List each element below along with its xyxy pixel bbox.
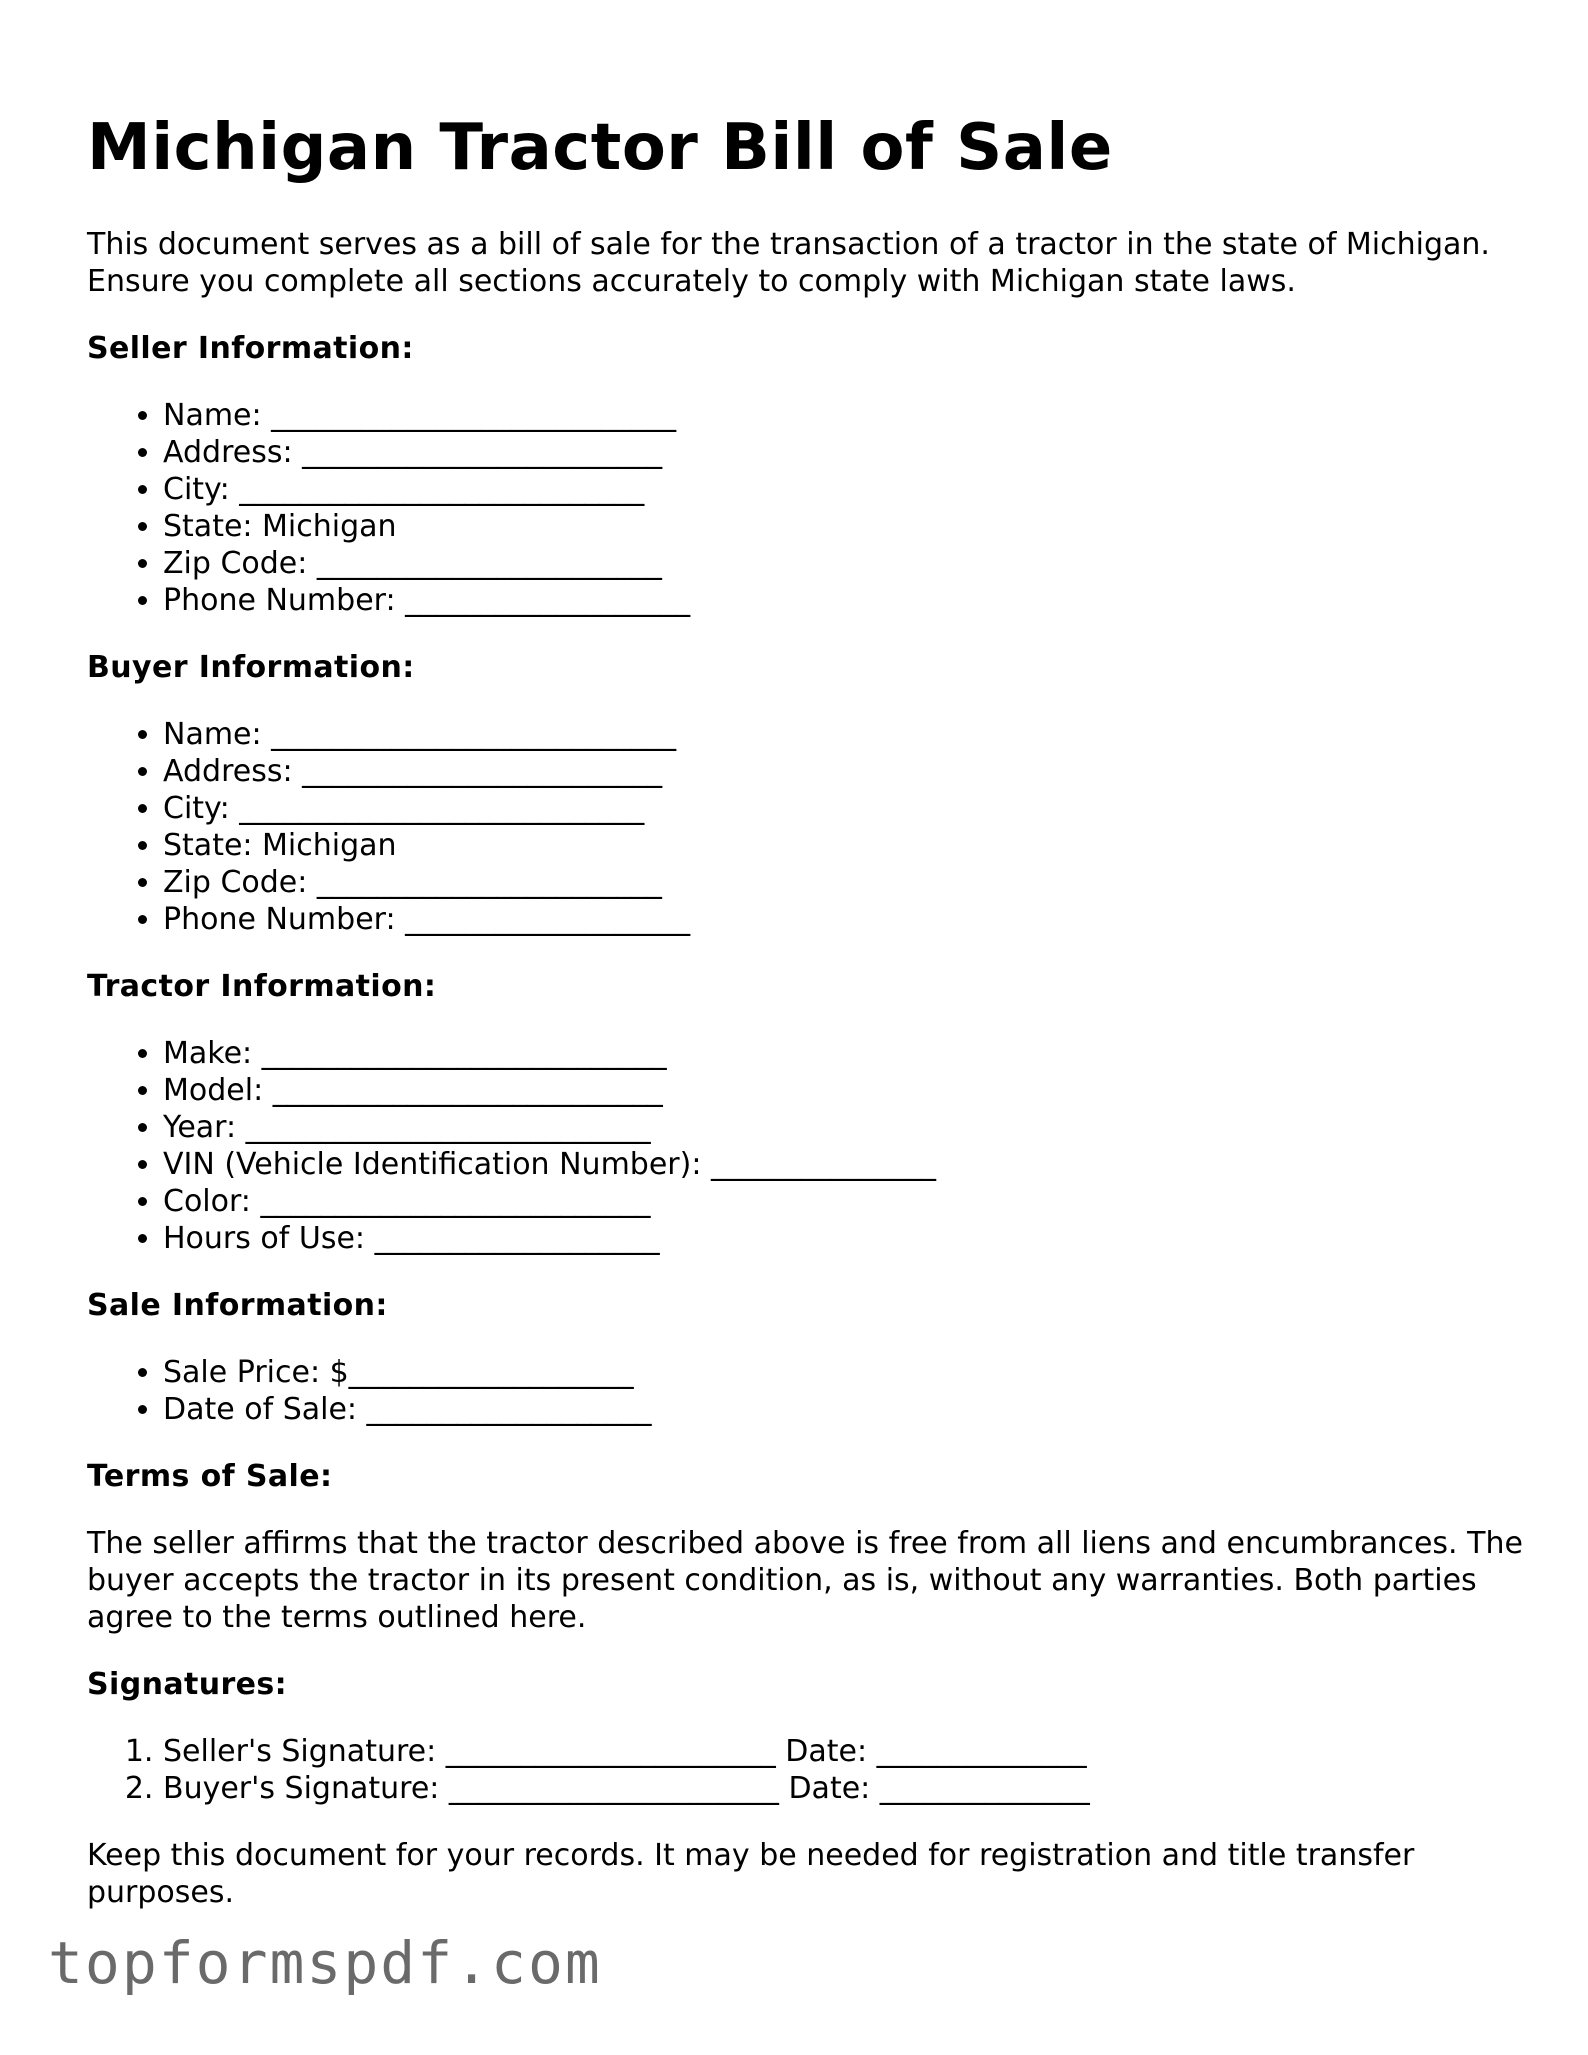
seller-phone-field[interactable]: • Phone Number: ___________________ [163,582,1527,619]
buyer-address-field[interactable]: • Address: ________________________ [163,753,1527,790]
terms-paragraph: The seller affirms that the tractor described above is free from all liens and encumbrances. The buyer accepts the tractor in its present condition, as is, without any warranties. Both parties agree to the terms outlined here. [87,1526,1523,1635]
seller-list [87,397,1527,619]
closing-paragraph: Keep this document for your records. It may be needed for registration and title transfer purposes. [87,1838,1415,1910]
tractor-heading: Tractor Information: [87,969,437,1004]
document-title: Michigan Tractor Bill of Sale [87,111,1113,185]
tractor-model-field[interactable]: • Model: __________________________ [163,1072,1527,1109]
tractor-list [87,1035,1527,1257]
sale-list [87,1354,1527,1428]
seller-heading: Seller Information: [87,331,414,366]
seller-state-field: • State: Michigan [163,508,1527,545]
intro-paragraph: This document serves as a bill of sale for the transaction of a tractor in the state of Michigan. Ensure you complete all sections accurately to comply with Michigan state laws. [87,227,1490,299]
sale-price-field[interactable]: • Sale Price: $___________________ [163,1354,1527,1391]
sale-heading: Sale Information: [87,1288,388,1323]
buyer-city-field[interactable]: • City: ___________________________ [163,790,1527,827]
seller-city-field[interactable]: • City: ___________________________ [163,471,1527,508]
tractor-make-field[interactable]: • Make: ___________________________ [163,1035,1527,1072]
seller-name-field[interactable]: • Name: ___________________________ [163,397,1527,434]
signatures-list [87,1733,1527,1807]
terms-heading: Terms of Sale: [87,1459,333,1494]
tractor-color-field[interactable]: • Color: __________________________ [163,1183,1527,1220]
buyer-state-field: • State: Michigan [163,827,1527,864]
tractor-year-field[interactable]: • Year: ___________________________ [163,1109,1527,1146]
watermark: topformspdf.com [48,1929,602,1997]
buyer-zip-field[interactable]: • Zip Code: _______________________ [163,864,1527,901]
seller-zip-field[interactable]: • Zip Code: _______________________ [163,545,1527,582]
buyer-phone-field[interactable]: • Phone Number: ___________________ [163,901,1527,938]
seller-address-field[interactable]: • Address: ________________________ [163,434,1527,471]
buyer-signature-field[interactable]: 2. Buyer's Signature: ______________________ Date: ______________ [163,1770,1527,1807]
sale-date-field[interactable]: • Date of Sale: ___________________ [163,1391,1527,1428]
signatures-heading: Signatures: [87,1667,288,1702]
buyer-heading: Buyer Information: [87,650,415,685]
seller-signature-field[interactable]: 1. Seller's Signature: ______________________ Date: ______________ [163,1733,1527,1770]
document-page [87,108,1527,1911]
tractor-vin-field[interactable]: • VIN (Vehicle Identification Number): _______________ [163,1146,1527,1183]
buyer-name-field[interactable]: • Name: ___________________________ [163,716,1527,753]
tractor-hours-field[interactable]: • Hours of Use: ___________________ [163,1220,1527,1257]
buyer-list [87,716,1527,938]
